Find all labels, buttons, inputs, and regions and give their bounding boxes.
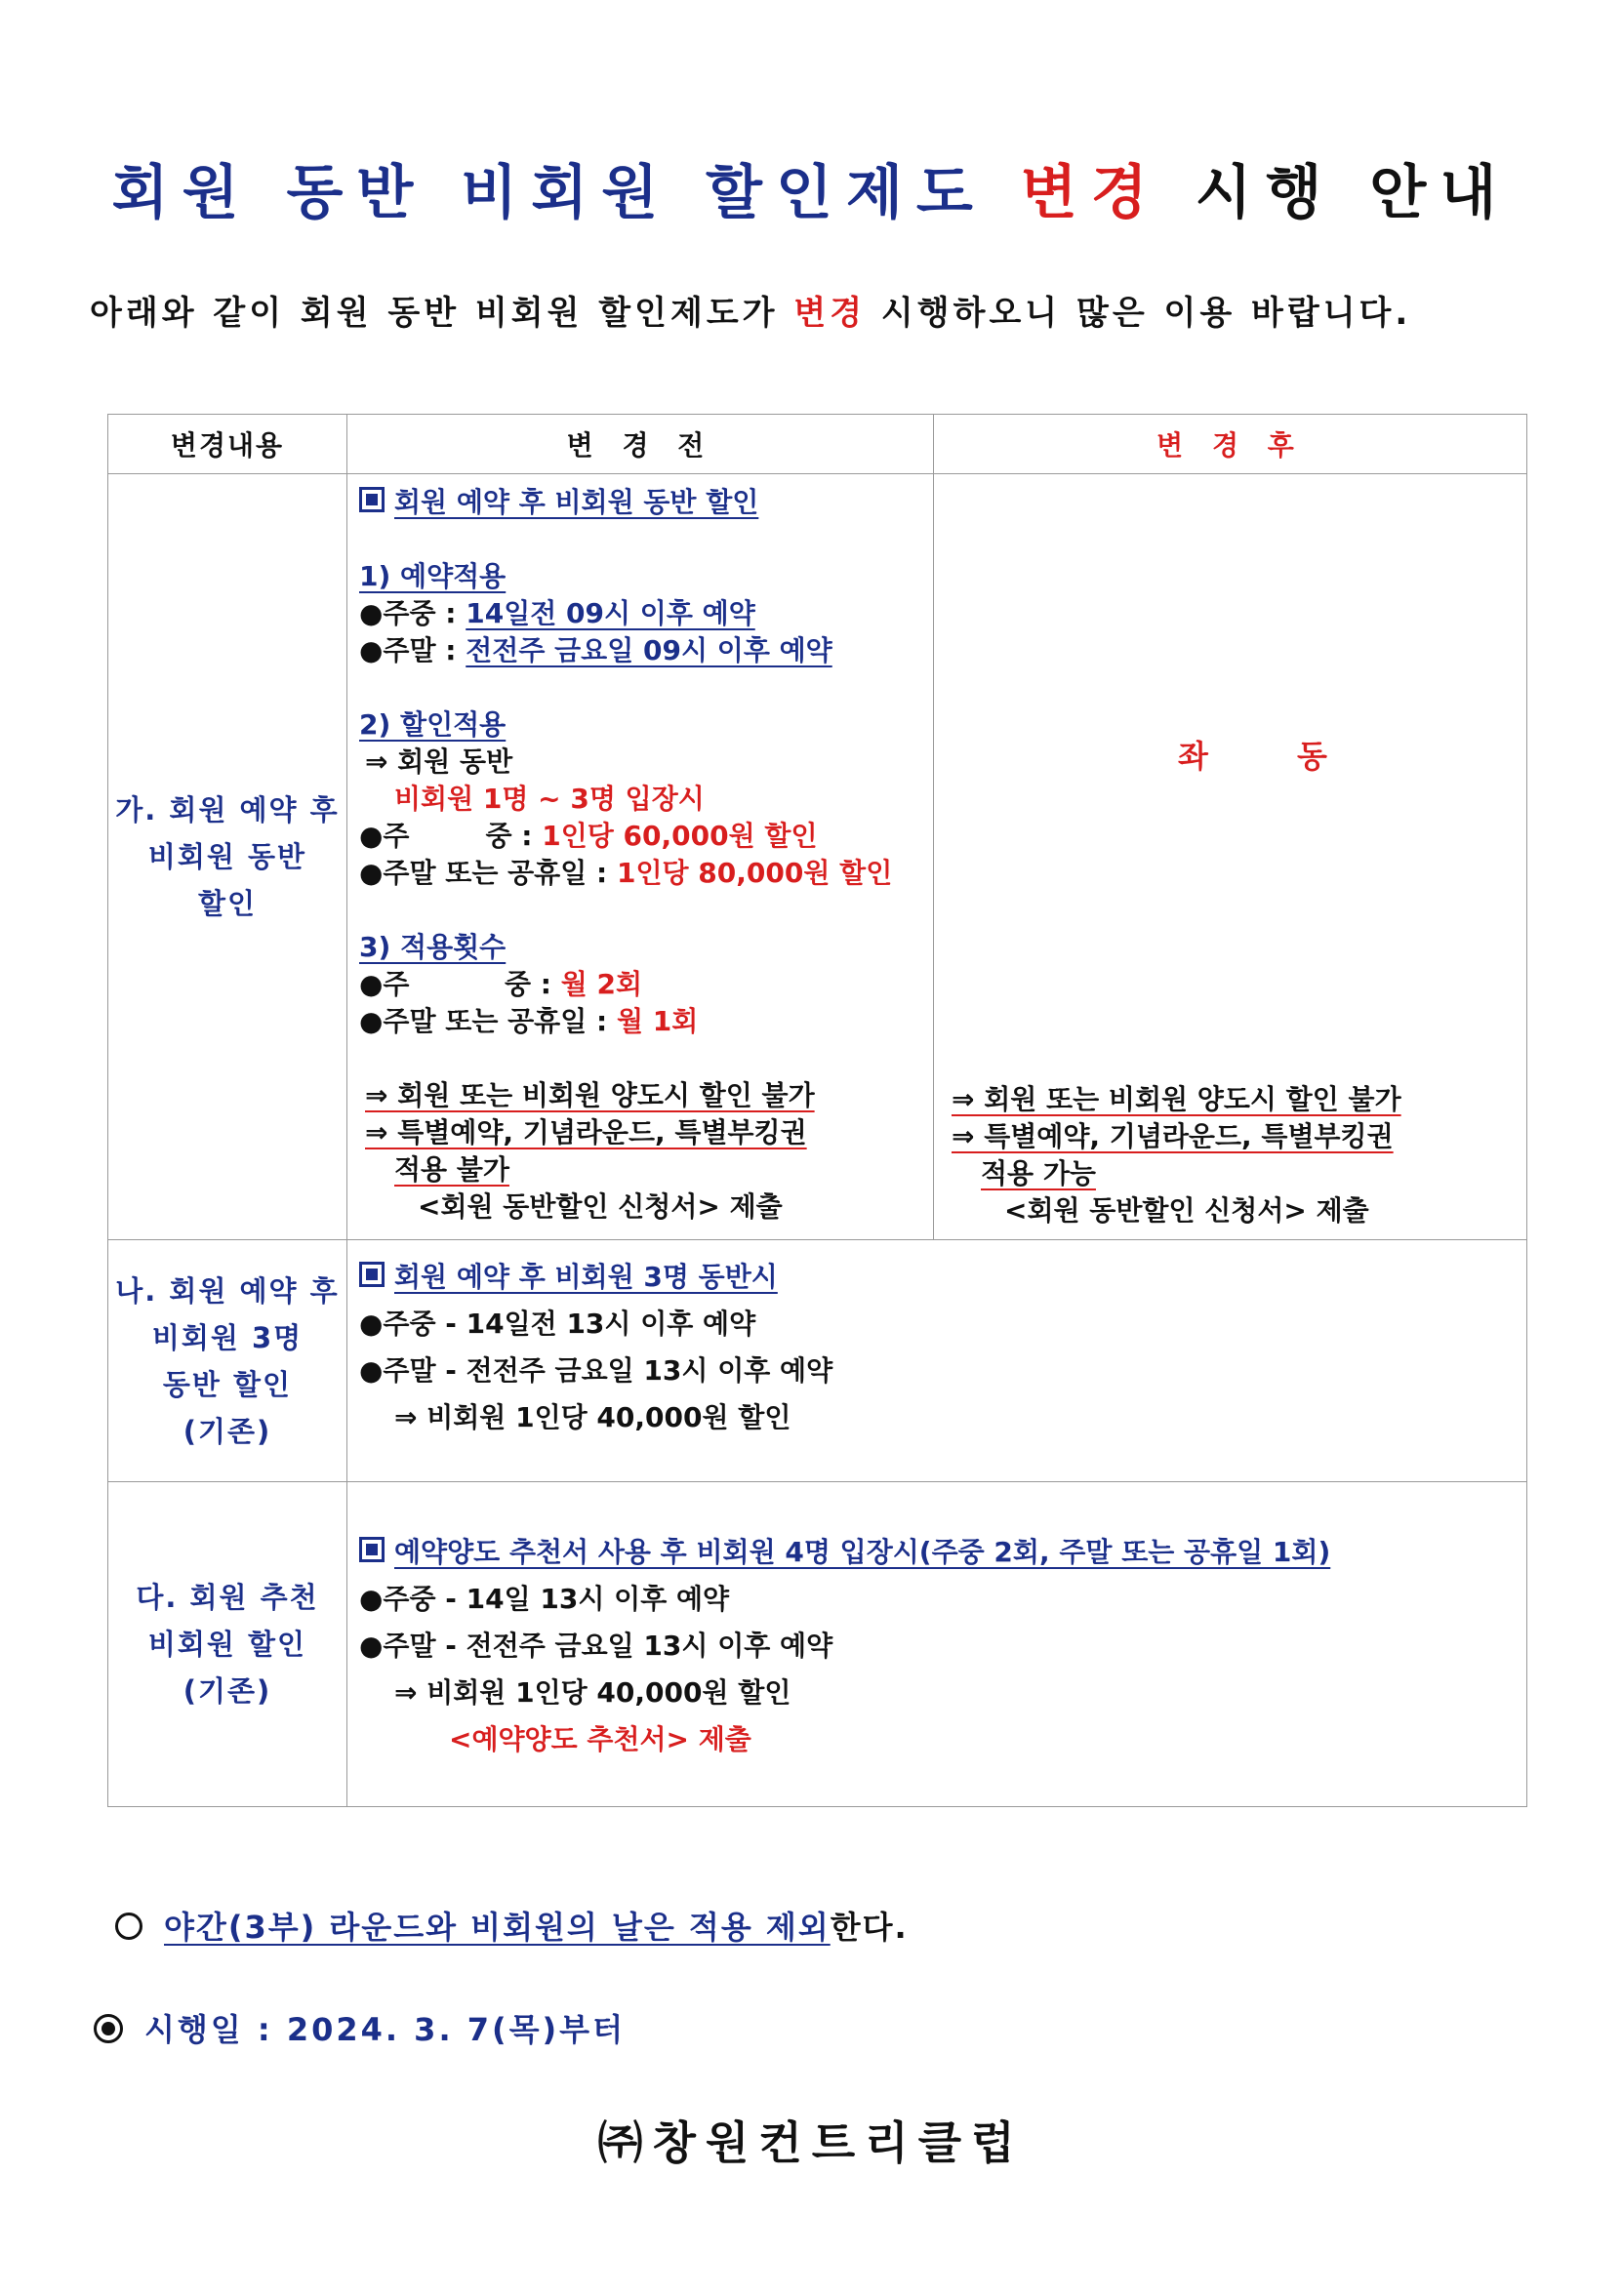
row-a-after-note2: ⇒ 특별예약, 기념라운드, 특별부킹권 — [952, 1120, 1394, 1152]
title-part1: 회원 동반 비회원 할인제도 — [111, 159, 1021, 227]
header-before: 변 경 전 — [347, 415, 934, 474]
page-title — [0, 146, 1622, 230]
row-a-s3-title: 3) 적용횟수 — [359, 931, 507, 963]
intro-text — [90, 293, 1554, 334]
row-a-s2-holiday — [359, 855, 933, 892]
row-a-s1-weekend — [359, 632, 933, 669]
header-change-content: 변경내용 — [108, 415, 347, 474]
row-c-heading-text: 예약양도 추천서 사용 후 비회원 4명 입장시(주중 2회, 주말 또는 공휴일 1회) — [394, 1536, 1331, 1568]
exclusion-note-text: 야간(3부) 라운드와 비회원의 날은 적용 제외 — [164, 1909, 831, 1946]
row-a-after-note3: 적용 가능 — [981, 1157, 1096, 1189]
row-a-heading-text: 회원 예약 후 비회원 동반 할인 — [394, 486, 759, 518]
row-a-s3-weekday — [359, 966, 933, 1003]
row-a-label-line3: 할인 — [197, 887, 258, 920]
row-b-line2: ●주말 - 전전주 금요일 13시 이후 예약 — [359, 1354, 833, 1387]
row-a-after-note4: <회원 동반할인 신청서> 제출 — [1004, 1194, 1369, 1227]
row-b-label — [108, 1240, 347, 1482]
row-c-line4: <예약양도 추천서> 제출 — [449, 1723, 751, 1755]
row-a-s3-holiday-label: ●주말 또는 공휴일 : — [359, 1005, 617, 1037]
intro-part3: 시행하오니 많은 이용 바랍니다. — [866, 294, 1412, 333]
intro-part1: 아래와 같이 회원 동반 비회원 할인제도가 — [90, 294, 794, 333]
row-a-s1-weekend-label: ●주말 : — [359, 634, 466, 666]
row-a-s2-weekday-value: 1인당 60,000원 할인 — [542, 820, 818, 852]
square-bullet-icon — [359, 1262, 385, 1287]
row-c-content — [347, 1482, 1527, 1807]
row-a-label-line1: 가. 회원 예약 후 — [115, 793, 340, 826]
row-c-heading — [359, 1529, 1526, 1576]
table-row-a — [108, 474, 1527, 1240]
header-after: 변 경 후 — [934, 415, 1527, 474]
row-a-s1-title: 1) 예약적용 — [359, 560, 507, 592]
row-a-after — [934, 474, 1527, 1240]
row-b-heading — [359, 1254, 1526, 1301]
row-a-before — [347, 474, 934, 1240]
row-a-before-note3: 적용 불가 — [394, 1153, 509, 1186]
row-a-after-note1: ⇒ 회원 또는 비회원 양도시 할인 불가 — [952, 1083, 1401, 1115]
row-a-s2-line1: ⇒ 회원 동반 — [365, 745, 513, 778]
filled-circle-bullet-icon — [94, 2014, 123, 2043]
table-row-c — [108, 1482, 1527, 1807]
row-b-line3: ⇒ 비회원 1인당 40,000원 할인 — [394, 1401, 791, 1433]
row-b-content — [347, 1240, 1527, 1482]
row-c-label-line3: (기존) — [182, 1674, 272, 1708]
circle-bullet-icon — [115, 1913, 142, 1940]
row-a-s1-weekday-label: ●주중 : — [359, 597, 466, 629]
row-a-s1-weekend-value: 전전주 금요일 09시 이후 예약 — [466, 634, 832, 666]
row-a-s2-holiday-value: 1인당 80,000원 할인 — [616, 857, 893, 889]
row-c-label — [108, 1482, 347, 1807]
row-c-label-line2: 비회원 할인 — [147, 1628, 307, 1661]
row-a-s1-weekday-value: 14일전 09시 이후 예약 — [466, 597, 755, 629]
row-a-before-note4: <회원 동반할인 신청서> 제출 — [418, 1190, 783, 1223]
row-a-s3-weekday-label: ●주 중 : — [359, 968, 561, 1000]
row-a-s1-weekday — [359, 595, 933, 632]
intro-part2: 변경 — [793, 294, 867, 333]
row-a-s3-weekday-value: 월 2회 — [560, 968, 643, 1000]
effective-date-text: 시행일 : 2024. 3. 7(목)부터 — [144, 2011, 626, 2048]
row-b-label-line3: 동반 할인 — [162, 1367, 293, 1401]
row-a-s2-title: 2) 할인적용 — [359, 708, 507, 741]
row-b-heading-text: 회원 예약 후 비회원 3명 동반시 — [394, 1261, 778, 1293]
exclusion-note-tail: 한다. — [830, 1909, 909, 1946]
row-a-s3-holiday — [359, 1003, 933, 1040]
title-part3: 시행 안내 — [1160, 159, 1511, 227]
row-a-s2-weekday-label: ●주 중 : — [359, 820, 543, 852]
row-a-after-same: 좌 동 — [1178, 738, 1366, 775]
row-b-label-line4: (기존) — [182, 1414, 272, 1448]
change-table — [107, 414, 1527, 1807]
row-a-heading — [359, 484, 933, 521]
row-a-label-line2: 비회원 동반 — [147, 840, 307, 873]
row-b-label-line2: 비회원 3명 — [151, 1320, 304, 1354]
square-bullet-icon — [359, 487, 385, 512]
company-name: ㈜창원컨트리클럽 — [597, 2116, 1025, 2169]
row-c-line1: ●주중 - 14일 13시 이후 예약 — [359, 1583, 730, 1615]
row-c-line2: ●주말 - 전전주 금요일 13시 이후 예약 — [359, 1630, 833, 1662]
square-bullet-icon — [359, 1537, 385, 1562]
row-a-s2-line2: 비회원 1명 ~ 3명 입장시 — [394, 783, 705, 815]
row-c-line3: ⇒ 비회원 1인당 40,000원 할인 — [394, 1676, 791, 1709]
row-b-label-line1: 나. 회원 예약 후 — [115, 1273, 340, 1308]
row-a-before-note2: ⇒ 특별예약, 기념라운드, 특별부킹권 — [365, 1116, 807, 1148]
effective-date — [94, 2005, 626, 2050]
title-part2: 변경 — [1020, 159, 1161, 227]
row-a-s2-weekday — [359, 818, 933, 855]
row-b-line1: ●주중 - 14일전 13시 이후 예약 — [359, 1308, 756, 1340]
row-a-s2-holiday-label: ●주말 또는 공휴일 : — [359, 857, 617, 889]
table-header-row — [108, 415, 1527, 474]
row-c-label-line1: 다. 회원 추천 — [136, 1581, 319, 1614]
row-a-s3-holiday-value: 월 1회 — [616, 1005, 699, 1037]
row-a-before-note1: ⇒ 회원 또는 비회원 양도시 할인 불가 — [365, 1079, 815, 1111]
row-a-label — [108, 474, 347, 1240]
exclusion-note — [115, 1903, 909, 1948]
table-row-b — [108, 1240, 1527, 1482]
